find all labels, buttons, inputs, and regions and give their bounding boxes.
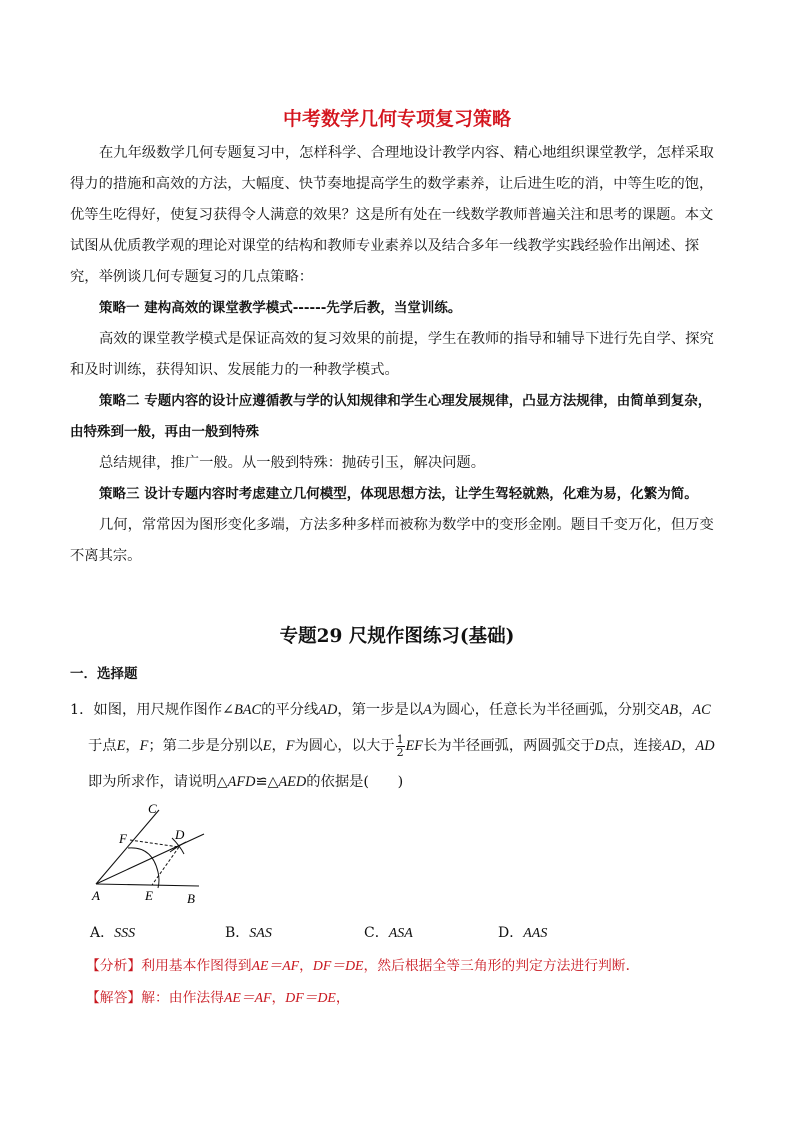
option-value: AAS (523, 926, 548, 941)
strategy-two-heading: 策略二 专题内容的设计应遵循教与学的认知规律和学生心理发展规律，凸显方法规律，由简单到复杂，由特殊到一般，再由一般到特殊 (70, 393, 712, 440)
ray-ac (96, 810, 159, 884)
answer-text: ， (335, 990, 350, 1006)
strategy-one-block (70, 293, 722, 386)
q-text: ，第一步是以 (337, 702, 424, 718)
option-value: SAS (249, 926, 272, 941)
q-text: 如图，用尺规作图作∠ (93, 702, 235, 718)
label-e: E (145, 888, 153, 903)
answer-math: DF＝DE (285, 990, 336, 1005)
option-letter: B． (225, 925, 250, 941)
question-1 (70, 692, 730, 800)
intro-text: 在九年级数学几何专题复习中，怎样科学、合理地设计教学内容、精心地组织课堂教学，怎样采取得力的措施和高效的方法，大幅度、快节奏地提高学生的数学素养，让后进生吃的消，中等生吃的饱，优等生吃得好，使复习获得令人满意的效果？这是所有处在一线数学教师普遍关注和思考的课题。本文试图从优质教学观的理论对课堂的结构和教师专业素养以及结合多年一线教学实践经验作出阐述、探究，举例谈几何专题复习的几点策略： (70, 145, 714, 285)
q-math: AB (660, 702, 679, 718)
q-text: ， (681, 738, 696, 754)
analysis-math: DF＝DE (312, 958, 364, 973)
analysis-math: AE＝AF (251, 958, 300, 973)
segment-fd (130, 840, 179, 847)
option-letter: D． (498, 925, 524, 941)
analysis-tag: 【分析】 (86, 958, 142, 974)
strategy-one-text: 高效的课堂教学模式是保证高效的复习效果的前提，学生在教师的指导和辅导下进行先自学、探究和及时训练，获得知识、发展能力的一种教学模式。 (70, 331, 714, 378)
strategy-three-text: 几何，常常因为图形变化多端，方法多种多样而被称为数学中的变形金刚。题目千变万化，但万变不离其宗。 (70, 517, 714, 564)
question-line-1 (70, 692, 730, 728)
strategy-three-heading: 策略三 设计专题内容时考虑建立几何模型，体现思想方法，让学生驾轻就熟，化难为易，化繁为简。 (99, 486, 698, 502)
q-math: D (594, 738, 605, 754)
q-math: F (139, 738, 149, 754)
q-text: ， (271, 738, 286, 754)
angle-bisector-figure (86, 796, 216, 908)
q-text: 于点 (88, 738, 117, 754)
analysis-text: 利用基本作图得到 (141, 958, 252, 974)
answer-text: 解：由作法得 (141, 990, 224, 1006)
q-math: AED (278, 774, 307, 790)
answer-line (86, 986, 746, 1006)
strategy-two-text: 总结规律，推广一般。从一般到特殊：抛砖引玉，解决问题。 (99, 455, 486, 471)
q-math: E (262, 738, 272, 754)
option-value: SSS (114, 926, 136, 941)
fraction-one-half (396, 734, 405, 759)
fraction-denominator: 2 (396, 745, 404, 759)
q-text: ， (678, 702, 693, 718)
q-math: E (116, 738, 126, 754)
q-math: AC (692, 702, 711, 718)
option-value: ASA (388, 926, 413, 941)
option-d (498, 922, 547, 942)
strategy-two-block (70, 386, 722, 479)
question-number: 1． (70, 702, 94, 718)
option-c (364, 922, 413, 942)
analysis-text: ，然后根据全等三角形的判定方法进行判断． (363, 958, 640, 974)
label-b: B (187, 891, 195, 906)
option-letter: A． (90, 925, 115, 941)
answer-math: AE＝AF (223, 990, 272, 1005)
q-text: 为圆心，任意长为半径画弧，分别交 (431, 702, 661, 718)
label-f: F (119, 831, 127, 846)
strategy-three-block (70, 479, 722, 572)
q-math: EF (405, 738, 424, 754)
section-heading: 一．选择题 (70, 666, 138, 682)
strategy-one-heading: 策略一 建构高效的课堂教学模式------先学后教，当堂训练。 (99, 300, 462, 316)
label-c: C (148, 801, 157, 816)
intro-paragraph (70, 138, 722, 293)
q-math: AD (662, 738, 682, 754)
answer-text: ， (271, 990, 286, 1006)
q-math: BAC (234, 702, 262, 718)
ray-ab (96, 884, 199, 886)
q-text: 的依据是( ) (306, 774, 404, 790)
arc-d-2 (170, 842, 186, 852)
q-text: 的平分线 (261, 702, 319, 718)
topic-title: 专题29 尺规作图练习(基础) (279, 626, 515, 647)
label-d: D (175, 827, 185, 842)
q-text: 点，连接 (604, 738, 663, 754)
q-text: ；第二步是分别以 (148, 738, 263, 754)
q-text: ≌△ (255, 774, 279, 790)
q-text: 长为半径画弧，两圆弧交于 (423, 738, 595, 754)
option-a (90, 922, 135, 942)
question-line-3 (70, 764, 730, 800)
question-line-2 (70, 728, 730, 764)
analysis-text: ， (299, 958, 313, 974)
q-math: A (423, 702, 432, 718)
q-math: AFD (227, 774, 256, 790)
fraction-numerator: 1 (396, 732, 404, 746)
document-title: 中考数学几何专项复习策略 (282, 108, 511, 130)
q-math: AD (695, 738, 715, 754)
bisector-ad (96, 834, 204, 884)
option-letter: C． (364, 925, 389, 941)
q-text: ， (125, 738, 140, 754)
option-b (225, 922, 272, 942)
label-a: A (92, 888, 100, 903)
q-math: AD (318, 702, 338, 718)
analysis-line (86, 954, 746, 974)
answer-tag: 【解答】 (86, 990, 142, 1006)
q-math: F (285, 738, 295, 754)
q-text: 即为所求作，请说明△ (88, 774, 228, 790)
q-text: 为圆心，以大于 (294, 738, 395, 754)
